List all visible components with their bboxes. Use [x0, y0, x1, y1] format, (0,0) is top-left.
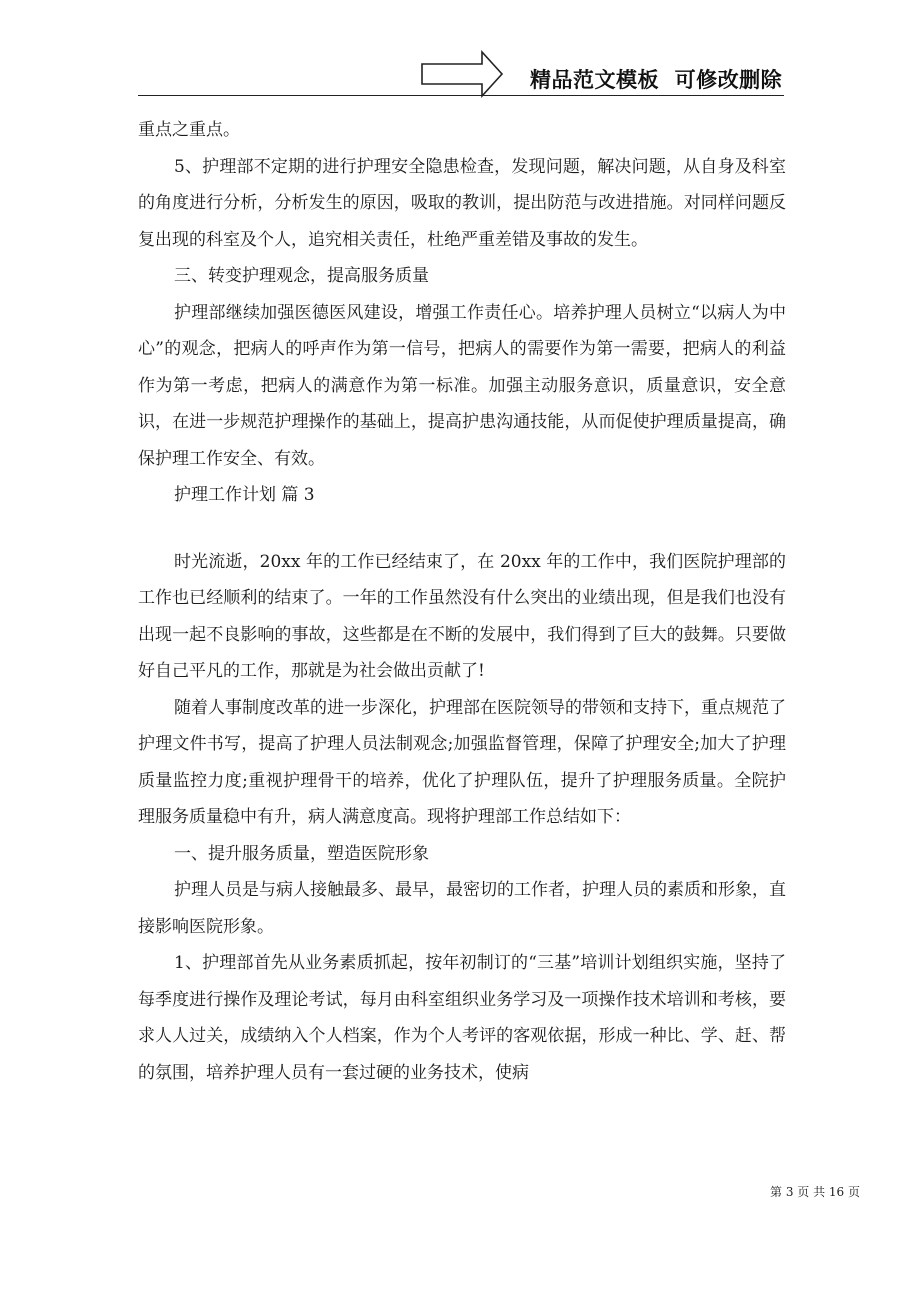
paragraph-reform: 随着人事制度改革的进一步深化，护理部在医院领导的带领和支持下，重点规范了护理文件书写，提高了护理人员法制观念;加强监督管理，保障了护理安全;加大了护理质量监控力度;重视护理骨干的培养，优化了护理队伍，提升了护理服务质量。全院护理服务质量稳中有升，病人满意度高。现将护理部工作总结如下：	[138, 697, 786, 827]
header-divider	[138, 95, 784, 96]
section-heading-1: 一、提升服务质量，塑造医院形象	[174, 843, 429, 864]
document-body	[138, 112, 786, 1091]
paragraph-item-5: 5、护理部不定期的进行护理安全隐患检查，发现问题，解决问题，从自身及科室的角度进行分析，分析发生的原因，吸取的教训，提出防范与改进措施。对同样问题反复出现的科室及个人，追究相关责任，杜绝严重差错及事故的发生。	[138, 156, 786, 250]
paragraph-intro: 时光流逝，20xx 年的工作已经结束了，在 20xx 年的工作中，我们医院护理部的工作也已经顺利的结束了。一年的工作虽然没有什么突出的业绩出现，但是我们也没有出现一起不良影响的事故，这些都是在不断的发展中，我们得到了巨大的鼓舞。只要做好自己平凡的工作，那就是为社会做出贡献了!	[138, 551, 786, 681]
paragraph-continuation: 重点之重点。	[138, 120, 240, 140]
page-header	[0, 0, 920, 100]
paragraph-item-1: 1、护理部首先从业务素质抓起，按年初制订的“三基”培训计划组织实施，坚持了每季度进行操作及理论考试，每月由科室组织业务学习及一项操作技术培训和考核，要求人人过关，成绩纳入个人档案，作为个人考评的客观依据，形成一种比、学、赶、帮的氛围，培养护理人员有一套过硬的业务技术，使病	[138, 953, 786, 1083]
header-title: 精品范文模板 可修改删除	[530, 68, 783, 92]
section-heading-3: 三、转变护理观念，提高服务质量	[174, 266, 429, 286]
paragraph-service-quality: 护理部继续加强医德医风建设，增强工作责任心。培养护理人员树立“以病人为中心”的观念，把病人的呼声作为第一信号，把病人的需要作为第一需要，把病人的利益作为第一考虑，把病人的满意作为第一标准。加强主动服务意识，质量意识，安全意识，在进一步规范护理操作的基础上，提高护患沟通技能，从而促使护理质量提高，确保护理工作安全、有效。	[138, 302, 786, 469]
article-title: 护理工作计划 篇 3	[174, 485, 315, 505]
paragraph-staff-image: 护理人员是与病人接触最多、最早，最密切的工作者，护理人员的素质和形象，直接影响医院形象。	[138, 880, 786, 937]
right-arrow-outline-icon	[420, 50, 504, 98]
page-number: 第 3 页 共 16 页	[770, 1185, 860, 1199]
